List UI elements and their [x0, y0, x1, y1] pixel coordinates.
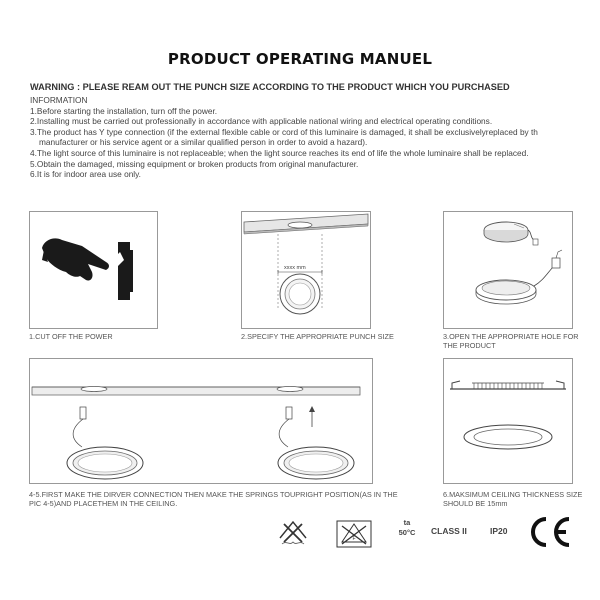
- step3-caption-line: 3.OPEN THE APPROPRIATE HOLE FOR: [443, 332, 579, 341]
- step1-caption: 1.CUT OFF THE POWER: [29, 332, 113, 341]
- information-line: 4.The light source of this luminaire is not replaceable; when the light source reaches its end of life the whole luminaire shall be replaced.: [30, 147, 529, 158]
- ip-rating-label: IP20: [490, 526, 508, 536]
- step45-caption-line: PIC 4-5)AND PLACETHEM IN THE CEILING.: [29, 499, 178, 508]
- flammable-surface-icon: [336, 520, 372, 548]
- information-line: 2.Installing must be carried out professionally in accordance with applicable national wiring and electrical operating conditions.: [30, 116, 493, 127]
- information-line: 6.It is for indoor area use only.: [30, 169, 141, 180]
- ta-value: 50°C: [398, 528, 416, 537]
- step6-caption-line: SHOULD BE 15mm: [443, 499, 508, 508]
- punch-size-label: xxxx mm: [284, 265, 306, 271]
- hand-pointing-icon: [30, 212, 157, 328]
- class-label: CLASS II: [431, 526, 467, 536]
- step6-panel: [443, 358, 573, 484]
- step6-caption: [443, 490, 582, 508]
- step2-caption: 2.SPECIFY THE APPROPRIATE PUNCH SIZE: [241, 332, 394, 341]
- step45-caption: [29, 490, 398, 508]
- driver-connection-diagram: [30, 359, 372, 483]
- ambient-temperature-mark: [394, 518, 420, 537]
- step2-panel: [241, 211, 371, 329]
- page-title: PRODUCT OPERATING MANUEL: [167, 50, 433, 68]
- ceiling-thickness-diagram: [444, 359, 572, 483]
- step3-caption: [443, 332, 579, 350]
- svg-text:F: F: [352, 536, 356, 542]
- step6-caption-line: 6.MAKSIMUM CEILING THICKNESS SIZE: [443, 490, 583, 499]
- punch-size-diagram: [242, 212, 370, 328]
- ta-label: ta: [403, 518, 411, 527]
- step3-panel: [443, 211, 573, 329]
- step1-panel: [29, 211, 158, 329]
- lamp-product-diagram: [444, 212, 572, 328]
- information-line: 1.Before starting the installation, turn off the power.: [30, 105, 218, 116]
- step45-panel: [29, 358, 373, 484]
- information-line: manufacturer or his service agent or a similar qualified person in order to avoid a hazard).: [39, 137, 368, 148]
- information-heading: INFORMATION: [30, 95, 88, 105]
- warning-text: WARNING : PLEASE REAM OUT THE PUNCH SIZE ACCORDING TO THE PRODUCT WHICH YOU PURCHASED: [30, 82, 510, 92]
- information-block: [30, 95, 600, 180]
- ce-mark-icon: [525, 512, 573, 552]
- information-line: 3.The product has Y type connection (if the external flexible cable or cord of this luminaire is damaged, it shall be exclusivelyreplaced by th: [30, 126, 538, 137]
- step45-caption-line: 4-5.FIRST MAKE THE DIRVER CONNECTION THEN MAKE THE SPRINGS TOUPRIGHT POSITION(AS IN THE: [29, 490, 398, 499]
- step3-caption-line: THE PRODUCT: [443, 341, 496, 350]
- no-insulation-cover-icon: [276, 518, 310, 548]
- information-line: 5.Obtain the damaged, missing equipment or broken products from original manufacturer.: [30, 158, 359, 169]
